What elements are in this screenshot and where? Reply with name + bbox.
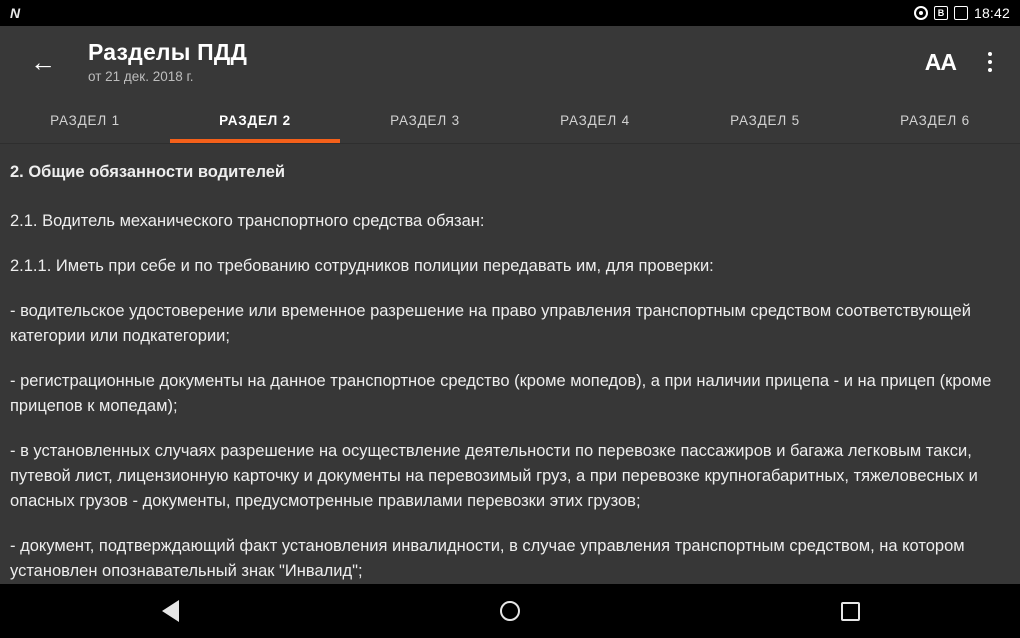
tab-razdel-4[interactable]: РАЗДЕЛ 4 — [560, 113, 630, 128]
app-bar-titles — [88, 39, 925, 86]
app-bar-actions — [925, 47, 1002, 77]
record-circle-icon — [914, 6, 928, 20]
tab-razdel-3[interactable]: РАЗДЕЛ 3 — [390, 113, 460, 128]
app-bar — [0, 26, 1020, 98]
page-title: Разделы ПДД — [88, 38, 248, 65]
section-heading: 2. Общие обязанности водителей — [10, 163, 286, 181]
tab-bar — [0, 98, 1020, 144]
tab-razdel-6[interactable]: РАЗДЕЛ 6 — [900, 113, 970, 128]
font-size-icon-label: AA — [924, 48, 956, 75]
tab-razdel-5[interactable]: РАЗДЕЛ 5 — [730, 113, 800, 128]
font-size-icon[interactable] — [924, 48, 956, 75]
paragraph: - водительское удостоверение или временное разрешение на право управления транспортным средством соответствующей категории или подкатегории; — [10, 302, 971, 345]
battery-icon — [954, 6, 968, 20]
tab-razdel-1[interactable]: РАЗДЕЛ 1 — [50, 113, 120, 128]
paragraph: - регистрационные документы на данное транспортное средство (кроме мопедов), а при наличии прицепа - и на прицеп (кроме прицепов к мопедам); — [10, 372, 992, 415]
overflow-dot — [988, 68, 992, 72]
app-notification-icon: N — [10, 5, 21, 21]
system-navigation-bar — [0, 584, 1020, 638]
overflow-dot — [988, 52, 992, 56]
bluetooth-icon: B — [934, 6, 948, 20]
nav-home-icon[interactable] — [480, 591, 540, 631]
status-bar-right — [914, 5, 1010, 21]
paragraph: - в установленных случаях разрешение на осуществление деятельности по перевозке пассажиров и багажа легковым такси, путевой лист, лицензионную карточку и документы на перевозимый груз, а при перевозке крупногабаритных, тяжеловесных и опасных грузов - документы, предусмотренные правилами перевозки этих грузов; — [10, 442, 978, 510]
document-content[interactable] — [0, 144, 1020, 584]
status-bar-clock: 18:42 — [973, 5, 1010, 21]
nav-recents-icon[interactable] — [820, 591, 880, 631]
overflow-dot — [988, 60, 992, 64]
paragraph: 2.1. Водитель механического транспортного средства обязан: — [10, 212, 485, 230]
back-arrow-icon[interactable]: ← — [30, 47, 56, 77]
status-bar-left — [10, 6, 20, 20]
paragraph: 2.1.1. Иметь при себе и по требованию сотрудников полиции передавать им, для проверки: — [10, 257, 714, 275]
page-subtitle: от 21 дек. 2018 г. — [88, 68, 194, 84]
status-bar — [0, 0, 1020, 26]
tab-razdel-2[interactable]: РАЗДЕЛ 2 — [170, 98, 340, 143]
paragraph: - документ, подтверждающий факт установления инвалидности, в случае управления транспортным средством, на котором установлен опознавательный знак "Инвалид"; — [10, 537, 965, 580]
more-vertical-icon[interactable] — [978, 47, 1002, 77]
nav-back-icon[interactable] — [140, 591, 200, 631]
